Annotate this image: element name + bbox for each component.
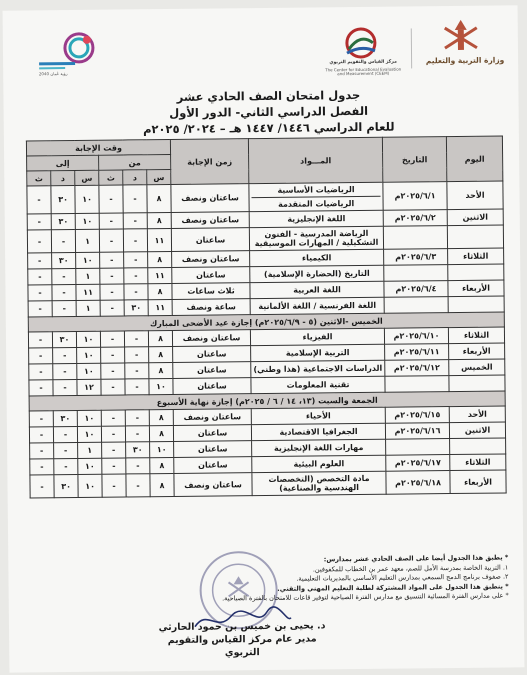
schedule-notes — [108, 553, 508, 605]
to-time-cell: ١٠ — [78, 474, 102, 497]
subject-cell — [249, 210, 383, 227]
holiday-band-text: الخميس -الاثنين (٥ - ٢٠٢٥/٦/٩م) إجازة عيد الأضحى المبارك — [28, 312, 504, 332]
from-time-cell: ٣٠ — [124, 300, 148, 316]
to-time-cell: ٣٠ — [51, 185, 75, 213]
date-cell — [385, 376, 449, 393]
to-time-cell: ١٠ — [76, 252, 100, 268]
date-cell — [384, 265, 448, 282]
exam-schedule-sheet — [3, 5, 525, 672]
from-time-cell: - — [125, 426, 149, 442]
header-from: من — [99, 154, 171, 170]
ministry-emblem — [415, 13, 508, 86]
subject-cell — [250, 328, 384, 345]
to-time-cell: ١ — [76, 300, 100, 316]
duration-cell: ساعتان ونصف — [174, 473, 252, 497]
from-time-cell: - — [99, 213, 123, 229]
date-cell: ٢٠٢٥/٦/١م — [383, 182, 447, 211]
from-time-cell: - — [123, 185, 147, 213]
from-time-cell: ٨ — [150, 457, 174, 473]
to-time-cell: ٣٠ — [51, 213, 75, 229]
duration-cell: ساعتان ونصف — [171, 184, 249, 213]
subject-name: الفيزياء — [302, 332, 333, 342]
ministry-name: وزارة التربية والتعليم — [425, 55, 505, 66]
duration-cell: ساعتان ونصف — [172, 330, 250, 347]
to-time-cell: ١١ — [76, 284, 100, 300]
subject-name: الرياضيات المتقدمة — [252, 196, 381, 211]
subject-name: الأحياء — [305, 411, 331, 421]
from-time-cell: - — [101, 379, 125, 395]
note-2: ١. التربية الخاصة بمدرسة الأمل للصم، معهد عمر بن الخطاب للمكفوفين. — [312, 562, 509, 573]
note-3: ٢. صفوف برنامج الدمج السمعي بمدارس التعليم الأساسي بالمديريات التعليمية. — [296, 572, 509, 583]
day-cell — [447, 225, 503, 249]
from-time-cell: - — [101, 347, 125, 363]
to-time-cell: ١ — [76, 268, 100, 284]
to-time-cell: - — [29, 427, 53, 443]
date-cell: ٢٠٢٥/٦/١٨م — [386, 471, 450, 495]
signatory-name: د. يحيى بن خميس بن حمود الحارثي — [158, 620, 326, 634]
subject-cell — [251, 423, 385, 440]
day-cell: الأربعاء — [448, 280, 504, 297]
to-time-cell: ١٠ — [77, 426, 101, 442]
holiday-band-text: الجمعة والسبت (١٣، ١٤ / ٦ / ٢٠٢٥م) إجازة نهاية الأسبوع — [29, 391, 505, 411]
date-cell: ٢٠٢٥/٦/١٦م — [385, 423, 449, 440]
day-cell — [448, 296, 504, 313]
date-cell: ٢٠٢٥/٦/١٢م — [385, 360, 449, 377]
to-time-cell: ١٠ — [75, 185, 99, 213]
to-time-cell: - — [52, 300, 76, 316]
from-time-cell: - — [100, 300, 124, 316]
duration-cell: ساعتان — [173, 425, 251, 442]
from-time-cell: ١١ — [148, 267, 172, 283]
header-date: التاريخ — [382, 137, 446, 183]
from-time-cell: - — [124, 331, 148, 347]
from-time-cell: - — [125, 410, 149, 426]
subject-name: الكيمياء — [301, 253, 332, 263]
from-time-cell: ٨ — [149, 346, 173, 362]
title-line-3: للعام الدراسي ١٤٤٦/ ١٤٤٧ هـ – ٢٠٢٤/ ٢٠٢٥م — [142, 119, 395, 137]
to-time-cell: - — [28, 269, 52, 285]
date-cell: ٢٠٢٥/٦/٣م — [384, 249, 448, 266]
date-cell: ٢٠٢٥/٦/١١م — [385, 344, 449, 361]
date-cell — [386, 439, 450, 456]
subject-cell — [250, 297, 384, 314]
from-time-cell: - — [123, 229, 147, 252]
to-time-cell: - — [53, 379, 77, 395]
date-cell: ٢٠٢٥/٦/١٧م — [386, 455, 450, 472]
day-cell: الاثنين — [449, 422, 505, 439]
center-logo-english: The Center for Educational Evaluation and Measurement (CEEM) — [325, 66, 402, 77]
from-time-cell: ١١ — [148, 299, 172, 315]
day-cell: الثلاثاء — [450, 454, 506, 471]
to-time-cell: - — [30, 459, 54, 475]
to-time-cell: - — [29, 411, 53, 427]
from-time-cell: ١١ — [147, 228, 171, 251]
table-row — [30, 470, 506, 498]
day-cell — [450, 438, 506, 455]
from-time-cell: ٨ — [147, 184, 171, 212]
day-cell: الأحد — [449, 406, 505, 423]
duration-cell: ساعة ونصف — [172, 299, 250, 316]
subject-name: اللغة الإنجليزية — [287, 214, 346, 224]
day-cell: الأربعاء — [450, 470, 506, 494]
duration-cell: ساعتان — [174, 441, 252, 458]
to-time-cell: ٣٠ — [53, 410, 77, 426]
to-time-cell: - — [27, 214, 51, 230]
from-time-cell: - — [126, 458, 150, 474]
subject-cell — [251, 376, 385, 393]
header-to-h: س — [75, 170, 99, 185]
header-to-s: ث — [27, 171, 51, 186]
subject-name: التربية الإسلامية — [285, 348, 350, 358]
logo-divider — [411, 28, 412, 68]
header-from-h: س — [147, 169, 171, 184]
subject-name: الرياضيات الأساسية — [277, 185, 355, 195]
subject-name: الرياضة المدرسية - الفنون التشكيلية / المهارات الموسيقية — [254, 228, 379, 249]
from-time-cell: - — [124, 284, 148, 300]
to-time-cell: ١٠ — [78, 458, 102, 474]
note-5: * على مدارس الفترة المسائية التنسيق مع مدارس الفترة الصباحية لتوفير قاعات للامتحان بالفترة الصباحية. — [222, 591, 509, 603]
subject-name: الجغرافيا الاقتصادية — [279, 427, 358, 437]
from-time-cell: ٨ — [148, 283, 172, 299]
from-time-cell: ٨ — [149, 362, 173, 378]
from-time-cell: - — [123, 213, 147, 229]
day-cell: الاثنين — [447, 209, 503, 226]
subject-cell — [249, 182, 383, 211]
to-time-cell: - — [28, 285, 52, 301]
title-line-2: الفصل الدراسي الثاني- الدور الأول — [169, 103, 369, 120]
duration-cell: ساعتان ونصف — [173, 409, 251, 426]
from-time-cell: - — [99, 185, 123, 213]
schedule-titles — [103, 86, 433, 137]
from-time-cell: - — [102, 442, 126, 458]
from-time-cell: - — [100, 252, 124, 268]
to-time-cell: - — [30, 443, 54, 459]
header-duration: زمن الإجابة — [170, 139, 248, 185]
header-to: إلى — [27, 155, 99, 171]
to-time-cell: - — [30, 475, 54, 498]
from-time-cell: - — [100, 284, 124, 300]
to-time-cell: ١ — [78, 442, 102, 458]
duration-cell: ساعتان ونصف — [171, 212, 249, 229]
subject-cell — [251, 344, 385, 361]
duration-cell: ساعتان — [174, 457, 252, 474]
subject-cell — [250, 265, 384, 282]
subject-cell — [252, 471, 386, 495]
signatory-title: مدير عام مركز القياس والتقويم التربوي — [167, 633, 317, 659]
subject-name: اللغة العربية — [293, 285, 341, 295]
to-time-cell: - — [29, 364, 53, 380]
subject-name: التاريخ (الحضارة الإسلامية) — [263, 268, 370, 279]
subject-name: مهارات اللغة الإنجليزية — [273, 442, 364, 453]
subject-cell — [252, 455, 386, 472]
to-time-cell: ١٠ — [77, 347, 101, 363]
subject-cell — [250, 281, 384, 298]
from-time-cell: - — [126, 474, 150, 497]
day-cell — [449, 375, 505, 392]
from-time-cell: - — [125, 379, 149, 395]
note-4: * ينطبق هذا الجدول على المواد المشتركة لطلبة التعليم المهني والتقني. — [277, 581, 509, 593]
day-cell — [448, 264, 504, 281]
date-cell: ٢٠٢٥/٦/١٠م — [384, 328, 448, 345]
subject-cell — [251, 407, 385, 424]
to-time-cell: - — [27, 230, 51, 253]
subject-name: مادة التخصص (التخصصات الهندسية والصناعية) — [268, 473, 370, 493]
to-time-cell: - — [54, 442, 78, 458]
header-subjects: المـــواد — [248, 137, 382, 183]
note-1: * يطبق هذا الجدول أيضا على الصف الحادي عشر بمدارس: — [323, 553, 509, 564]
to-time-cell: - — [29, 380, 53, 396]
from-time-cell: ٨ — [149, 409, 173, 425]
from-time-cell: - — [101, 426, 125, 442]
from-time-cell: - — [102, 474, 126, 497]
day-cell: الأربعاء — [449, 343, 505, 360]
to-time-cell: ١٢ — [77, 379, 101, 395]
from-time-cell: ٨ — [148, 330, 172, 346]
subject-name: العلوم البيئية — [293, 459, 345, 469]
to-time-cell: - — [29, 348, 53, 364]
date-cell: ٢٠٢٥/٦/٢م — [383, 210, 447, 227]
header-to-m: د — [51, 170, 75, 185]
to-time-cell: - — [28, 301, 52, 317]
to-time-cell: - — [53, 426, 77, 442]
from-time-cell: - — [124, 268, 148, 284]
date-cell: ٢٠٢٥/٦/٤م — [384, 281, 448, 298]
to-time-cell: - — [52, 284, 76, 300]
date-cell: ٢٠٢٥/٦/١٥م — [385, 407, 449, 424]
exam-timetable — [26, 135, 507, 498]
to-time-cell: ٣٠ — [52, 331, 76, 347]
from-time-cell: ٨ — [149, 425, 173, 441]
duration-cell: ثلاث ساعات — [172, 283, 250, 300]
date-cell — [384, 297, 448, 314]
from-time-cell: - — [101, 410, 125, 426]
header-from-s: ث — [99, 170, 123, 185]
from-time-cell: - — [102, 458, 126, 474]
to-time-cell: ١٠ — [75, 213, 99, 229]
from-time-cell: ١٠ — [150, 441, 174, 457]
subject-cell — [250, 249, 384, 266]
center-logo-arabic: مركز القياس والتقويم التربوي — [329, 59, 397, 66]
header-from-m: د — [123, 170, 147, 185]
to-time-cell: - — [53, 347, 77, 363]
from-time-cell: - — [100, 331, 124, 347]
to-time-cell: - — [51, 229, 75, 252]
from-time-cell: ٣٠ — [126, 442, 150, 458]
to-time-cell: - — [27, 186, 51, 214]
from-time-cell: ٨ — [150, 473, 174, 496]
duration-cell: ساعتان — [171, 228, 249, 252]
to-time-cell: - — [53, 363, 77, 379]
to-time-cell: ١٠ — [77, 410, 101, 426]
left-logo-caption: رؤية عُمان 2040 — [38, 71, 68, 77]
to-time-cell: ٣٠ — [54, 474, 78, 497]
to-time-cell: - — [54, 458, 78, 474]
subject-cell — [249, 226, 383, 250]
title-line-1: جدول امتحان الصف الحادي عشر — [176, 87, 361, 104]
to-time-cell: ١ — [75, 229, 99, 252]
subject-name: الدراسات الاجتماعية (هذا وطني) — [253, 363, 383, 375]
to-time-cell: - — [52, 268, 76, 284]
to-time-cell: ١٠ — [77, 363, 101, 379]
subject-cell — [251, 360, 385, 377]
day-cell: الثلاثاء — [448, 248, 504, 265]
signature-block — [157, 619, 327, 660]
subject-cell — [252, 439, 386, 456]
from-time-cell: ١٠ — [149, 378, 173, 394]
from-time-cell: - — [101, 363, 125, 379]
from-time-cell: - — [99, 229, 123, 252]
duration-cell: ساعتان — [173, 362, 251, 379]
header-day: اليوم — [446, 136, 502, 182]
to-time-cell: - — [28, 332, 52, 348]
header-answer-time: وقت الإجابة — [26, 139, 170, 156]
from-time-cell: - — [125, 347, 149, 363]
duration-cell: ساعتان ونصف — [172, 251, 250, 268]
from-time-cell: - — [125, 363, 149, 379]
to-time-cell: - — [28, 253, 52, 269]
from-time-cell: - — [124, 252, 148, 268]
duration-cell: ساعتان — [172, 267, 250, 284]
to-time-cell: ٣٠ — [52, 252, 76, 268]
subject-name: اللغة الفرنسية / اللغة الألمانية — [258, 300, 377, 312]
from-time-cell: - — [100, 268, 124, 284]
day-cell: الثلاثاء — [448, 327, 504, 344]
to-time-cell: ١٠ — [76, 331, 100, 347]
duration-cell: ساعتان — [173, 378, 251, 395]
subject-name: تقنية المعلومات — [286, 380, 350, 390]
from-time-cell: ٨ — [148, 251, 172, 267]
day-cell: الخميس — [449, 359, 505, 376]
from-time-cell: ٨ — [147, 212, 171, 228]
duration-cell: ساعتان — [173, 346, 251, 363]
day-cell: الأحد — [447, 181, 503, 210]
date-cell — [383, 226, 447, 250]
